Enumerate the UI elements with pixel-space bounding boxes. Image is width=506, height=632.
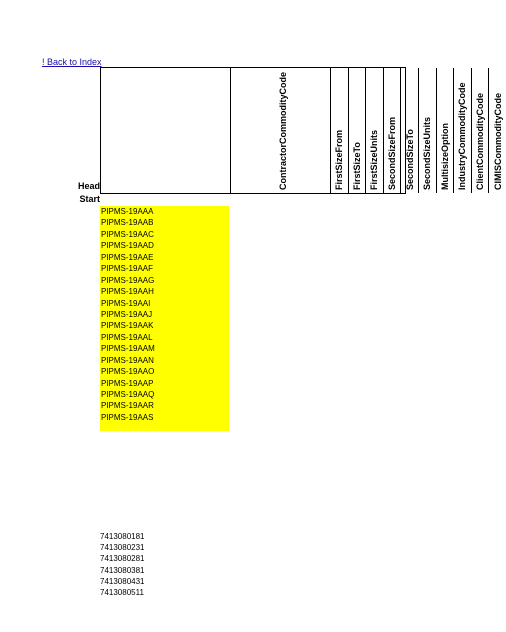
header-col xyxy=(330,68,348,193)
header-label: FirstSizeUnits xyxy=(369,129,380,190)
header-label: SecondSizeFrom xyxy=(387,116,398,190)
header-label: CIMISCommodityCode xyxy=(492,92,503,190)
header-col xyxy=(471,68,489,193)
header-col xyxy=(383,68,401,193)
header-label: SecondSizeUnits xyxy=(422,116,433,190)
header-col-contractor-commodity-code xyxy=(230,68,330,193)
list-item: PIPMS-19AAO xyxy=(101,367,155,377)
list-item: PIPMS-19AAK xyxy=(101,321,154,331)
header-label: FirstSizeFrom xyxy=(334,129,345,190)
number-list xyxy=(100,531,145,598)
list-item: PIPMS-19AAF xyxy=(101,264,154,274)
list-item: 7413080431 xyxy=(100,576,145,586)
header-col xyxy=(400,68,418,193)
back-to-index-link[interactable]: ! Back to Index xyxy=(42,57,102,67)
commodity-code-list xyxy=(100,206,229,431)
column-header-block xyxy=(100,67,503,194)
header-label: ContractorCommodityCode xyxy=(277,71,288,190)
list-item: PIPMS-19AAB xyxy=(101,218,154,228)
list-item: PIPMS-19AAG xyxy=(101,275,155,285)
list-item: PIPMS-19AAL xyxy=(101,332,153,342)
list-item: PIPMS-19AAE xyxy=(101,252,154,262)
row-label-start: Start xyxy=(79,194,100,204)
header-col xyxy=(348,68,366,193)
list-item: PIPMS-19AAS xyxy=(101,412,154,422)
list-item: 7413080231 xyxy=(100,543,145,553)
list-item: PIPMS-19AAH xyxy=(101,287,154,297)
header-label: IndustryCommodityCode xyxy=(457,82,468,190)
row-label-head: Head xyxy=(77,181,100,191)
header-label: ClientCommodityCode xyxy=(475,92,486,190)
list-item: PIPMS-19AAN xyxy=(101,355,154,365)
list-item: 7413080181 xyxy=(100,532,145,541)
header-label: FirstSizeTo xyxy=(351,142,362,190)
header-col xyxy=(488,68,506,193)
list-item: PIPMS-19AAQ xyxy=(101,390,155,399)
header-col xyxy=(365,68,383,193)
list-item: PIPMS-19AAC xyxy=(101,229,154,239)
header-col xyxy=(436,68,454,193)
list-item: 7413080281 xyxy=(100,554,145,564)
list-item: PIPMS-19AAD xyxy=(101,241,154,251)
header-label: SecondSizeTo xyxy=(404,129,415,190)
list-item: 7413080381 xyxy=(100,565,145,575)
list-item: PIPMS-19AAR xyxy=(101,401,154,411)
list-item: PIPMS-19AAA xyxy=(101,207,154,216)
list-item: 7413080511 xyxy=(100,587,144,597)
header-col xyxy=(453,68,471,193)
list-item: PIPMS-19AAM xyxy=(101,344,155,354)
list-item: PIPMS-19AAP xyxy=(101,378,154,388)
list-item: PIPMS-19AAI xyxy=(101,298,151,308)
header-col xyxy=(418,68,436,193)
list-item: PIPMS-19AAJ xyxy=(101,309,153,319)
header-label: MultisizeOption xyxy=(439,123,450,190)
